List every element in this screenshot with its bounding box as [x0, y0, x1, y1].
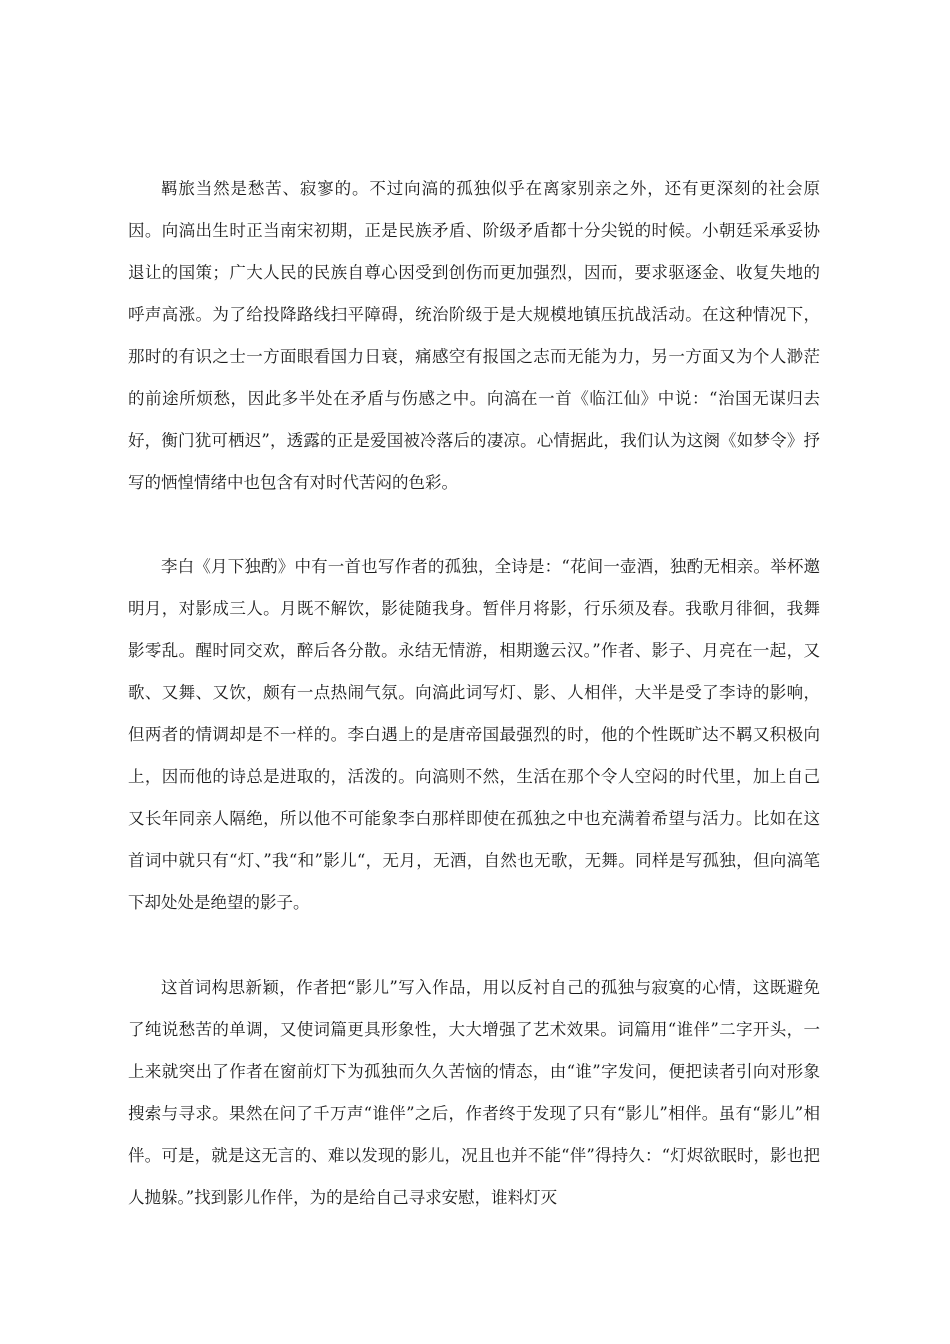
paragraph-2: 李白《月下独酌》中有一首也写作者的孤独，全诗是：“花间一壶酒，独酌无相亲。举杯邀明月，对影成三人。月既不解饮，影徒随我身。暂伴月将影，行乐须及春。我歌月徘徊，我舞影零乱。醒时同交欢，醉后各分散。永结无情游，相期邈云汉。”作者、影子、月亮在一起，又歌、又舞、又饮，颇有一点热闹气氛。向滈此词写灯、影、人相伴，大半是受了李诗的影响，但两者的情调却是不一样的。李白遇上的是唐帝国最强烈的时，他的个性既旷达不羁又积极向上，因而他的诗总是进取的，活泼的。向滈则不然，生活在那个令人空闷的时代里，加上自己又长年同亲人隔绝，所以他不可能象李白那样即使在孤独之中也充满着希望与活力。比如在这首词中就只有“灯、”我“和”影儿“，无月，无酒，自然也无歌，无舞。同样是写孤独，但向滈笔下却处处是绝望的影子。: [128, 557, 820, 912]
paragraph-3: 这首词构思新颖，作者把“影儿”写入作品，用以反衬自己的孤独与寂寞的心情，这既避免了纯说愁苦的单调，又使词篇更具形象性，大大增强了艺术效果。词篇用“谁伴”二字开头，一上来就突出了作者在窗前灯下为孤独而久久苦恼的情态，由“谁”字发问，便把读者引向对形象搜索与寻求。果然在问了千万声“谁伴”之后，作者终于发现了只有“影儿”相伴。虽有“影儿”相伴。可是，就是这无言的、难以发现的影儿，况且也并不能“伴”得持久：“灯烬欲眠时，影也把人抛躲。”找到影儿作伴，为的是给自己寻求安慰，谁料灯灭: [128, 978, 820, 1207]
paragraph-1: 羁旅当然是愁苦、寂寥的。不过向滈的孤独似乎在离家别亲之外，还有更深刻的社会原因。向滈出生时正当南宋初期，正是民族矛盾、阶级矛盾都十分尖锐的时候。小朝廷采承妥协退让的国策；广大人民的民族自尊心因受到创伤而更加强烈，因而，要求驱逐金、收复失地的呼声高涨。为了给投降路线扫平障碍，统治阶级于是大规模地镇压抗战活动。在这种情况下，那时的有识之士一方面眼看国力日衰，痛感空有报国之志而无能为力，另一方面又为个人渺茫的前途所烦愁，因此多半处在矛盾与伤感之中。向滈在一首《临江仙》中说：“治国无谋归去好，衡门犹可栖迟”，透露的正是爱国被冷落后的凄凉。心情据此，我们认为这阕《如梦令》抒写的恓惶情绪中也包含有对时代苦闷的色彩。: [128, 179, 820, 492]
